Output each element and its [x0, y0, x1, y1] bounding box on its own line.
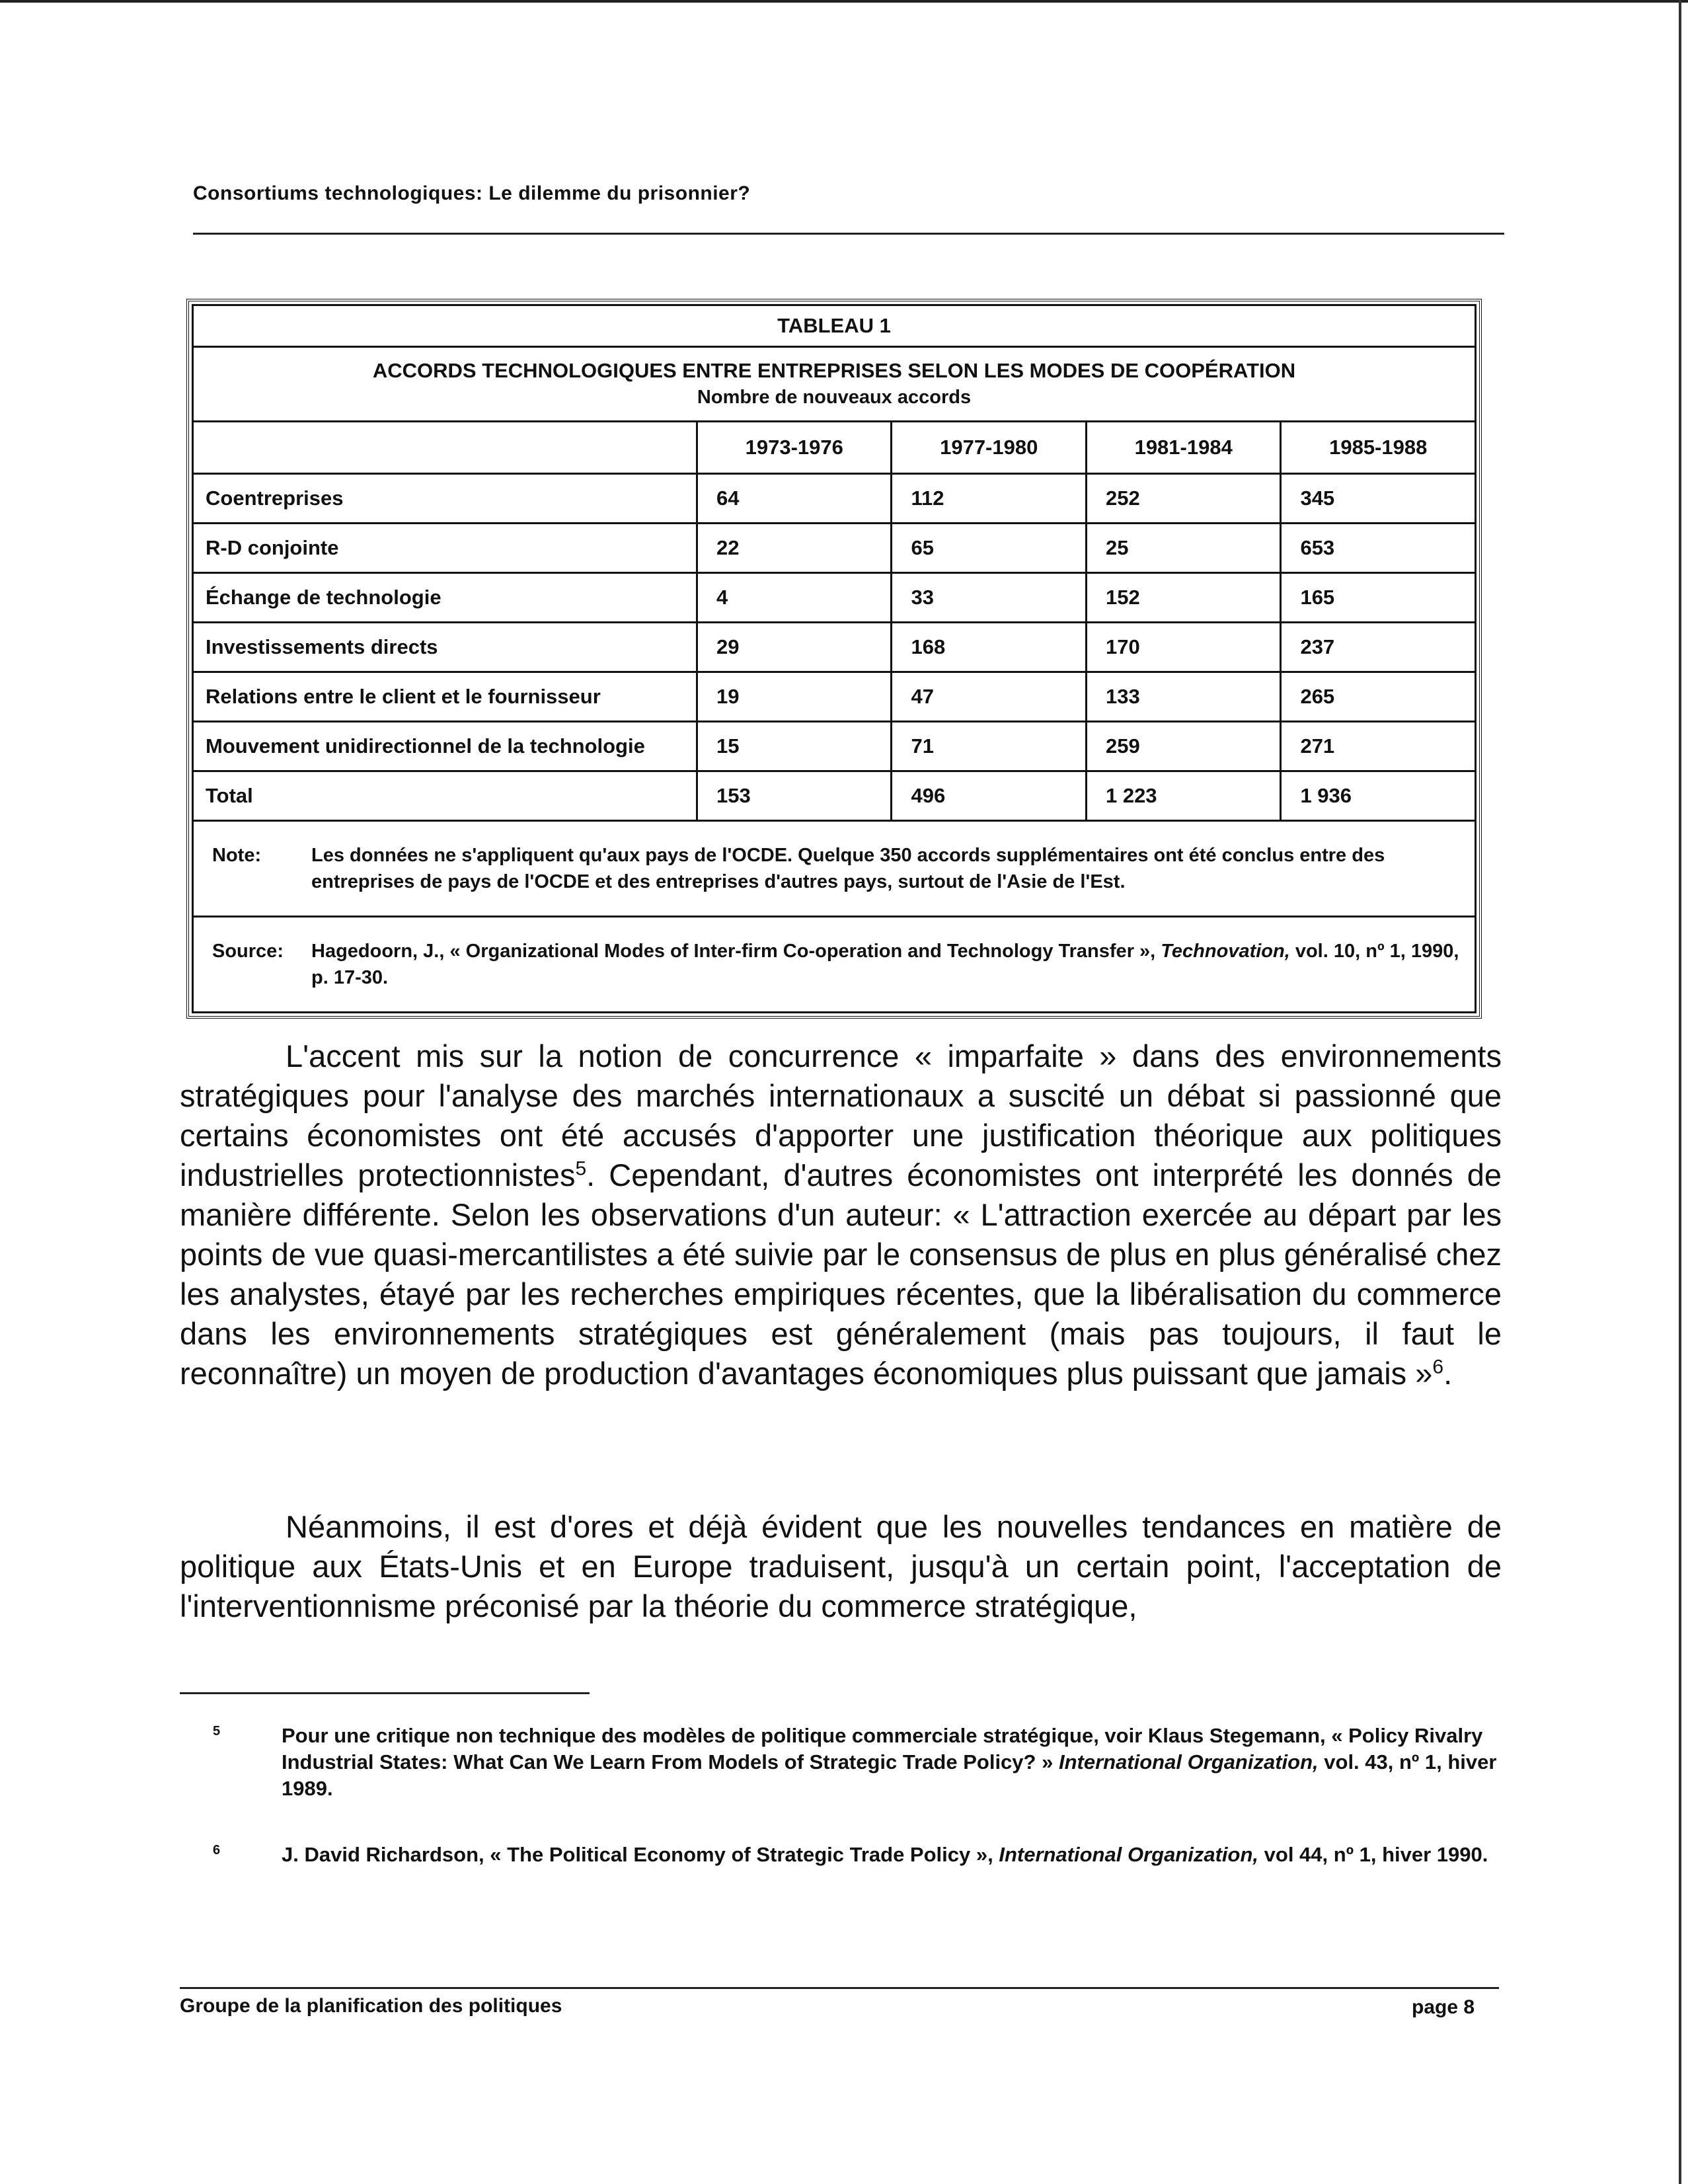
footnote-citation: Pour une critique non technique des modèles de politique commerciale stratégique, voir Klaus Stegemann, « Policy Rivalry Industrial States: What Can We Learn From Models of Strategic Trade Policy? » [282, 1724, 1483, 1774]
table-row [193, 524, 1476, 573]
footer-organization: Groupe de la planification des politiques [180, 1995, 562, 2017]
table-header-row [193, 422, 1476, 474]
data-table [192, 304, 1477, 1013]
table-cell: 152 [1086, 573, 1280, 623]
footnote-6 [213, 1842, 1502, 1868]
source-text [311, 938, 1463, 991]
header-rule [193, 233, 1504, 235]
footnote-5 [213, 1723, 1502, 1802]
footnote-ref-5: 5 [575, 1157, 587, 1180]
table-row [193, 474, 1476, 524]
table-cell: 1 223 [1086, 771, 1280, 821]
footnote-volume: vol 44, nº 1, hiver 1990. [1258, 1843, 1488, 1866]
row-label: Mouvement unidirectionnel de la technologie [193, 722, 697, 771]
paragraph-text: Néanmoins, il est d'ores et déjà évident que les nouvelles tendances en matière de politique aux États-Unis et en Europe traduisent, jusqu'à un certain point, l'acceptation de l'interventionnisme préconisé par la théorie du commerce stratégique, [180, 1509, 1502, 1623]
table-row [193, 672, 1476, 722]
table-source-cell [193, 917, 1476, 1013]
table-cell: 33 [892, 573, 1086, 623]
table-cell: 65 [892, 524, 1086, 573]
table-row [193, 573, 1476, 623]
body-paragraph-1 [180, 1036, 1502, 1393]
table-cell: 265 [1281, 672, 1476, 722]
table-cell: 345 [1281, 474, 1476, 524]
table-note-cell [193, 821, 1476, 917]
column-header: 1977-1980 [892, 422, 1086, 474]
table-note-row [193, 821, 1476, 917]
page-number: page 8 [1412, 1996, 1475, 2018]
footnote-number: 6 [213, 1843, 221, 1857]
table-cell: 4 [697, 573, 892, 623]
table-cell: 271 [1281, 722, 1476, 771]
footnote-volume: vol. 43, nº 1, hiver 1989. [282, 1750, 1497, 1800]
column-header: 1981-1984 [1086, 422, 1280, 474]
footnote-journal: International Organization, [1058, 1750, 1319, 1774]
table-caption: TABLEAU 1 [193, 305, 1476, 347]
scan-edge-mark [1679, 0, 1681, 2184]
table-cell: 170 [1086, 623, 1280, 672]
row-label: R-D conjointe [193, 524, 697, 573]
table-cell: 1 936 [1281, 771, 1476, 821]
source-citation: Hagedoorn, J., « Organizational Modes of Inter-firm Co-operation and Technology Transfer », [311, 941, 1161, 962]
table-corner-cell [193, 422, 697, 474]
column-header: 1973-1976 [697, 422, 892, 474]
table-cell: 15 [697, 722, 892, 771]
table-cell: 133 [1086, 672, 1280, 722]
table-cell: 653 [1281, 524, 1476, 573]
table-title-cell [193, 347, 1476, 422]
footer-rule [180, 1987, 1499, 1989]
footnote-number: 5 [213, 1724, 221, 1738]
table-cell: 153 [697, 771, 892, 821]
table-cell: 496 [892, 771, 1086, 821]
table-cell: 237 [1281, 623, 1476, 672]
table-cell: 25 [1086, 524, 1280, 573]
source-journal: Technovation, [1161, 941, 1290, 962]
running-header: Consortiums technologiques: Le dilemme du prisonnier? [193, 182, 751, 204]
top-edge-rule [0, 0, 1688, 3]
table-row [193, 623, 1476, 672]
table-cell: 112 [892, 474, 1086, 524]
table-subtitle: Nombre de nouveaux accords [697, 387, 972, 408]
source-volume: vol. 10, nº 1, 1990, p. 17-30. [311, 941, 1459, 988]
column-header: 1985-1988 [1281, 422, 1476, 474]
row-label: Relations entre le client et le fournisseur [193, 672, 697, 722]
table-cell: 259 [1086, 722, 1280, 771]
table-cell: 71 [892, 722, 1086, 771]
table-cell: 168 [892, 623, 1086, 672]
note-label: Note: [212, 845, 262, 866]
table-total-row [193, 771, 1476, 821]
table-source-row [193, 917, 1476, 1013]
table-cell: 252 [1086, 474, 1280, 524]
table-cell: 29 [697, 623, 892, 672]
row-label: Échange de technologie [193, 573, 697, 623]
row-label: Investissements directs [193, 623, 697, 672]
source-label: Source: [212, 941, 284, 962]
table-row [193, 722, 1476, 771]
row-label: Coentreprises [193, 474, 697, 524]
footnote-text [282, 1723, 1502, 1802]
table-cell: 47 [892, 672, 1086, 722]
table-cell: 165 [1281, 573, 1476, 623]
footnote-journal: International Organization, [999, 1843, 1259, 1866]
paragraph-text: . Cependant, d'autres économistes ont interprété les donnés de manière différente. Selon les observations d'un auteur: « L'attraction exercée au départ par les points de vue quasi-mercantilistes a été suivie par le consensus de plus en plus généralisé chez les analystes, étayé par les recherches empiriques récentes, que la libéralisation du commerce dans les environnements stratégiques est généralement (mais pas toujours, il faut le reconnaître) un moyen de production d'avantages économiques plus puissant que jamais » [180, 1157, 1502, 1391]
table-cell: 64 [697, 474, 892, 524]
footnote-citation: J. David Richardson, « The Political Economy of Strategic Trade Policy », [282, 1843, 999, 1866]
footnote-ref-6: 6 [1432, 1356, 1444, 1378]
body-paragraph-2 [180, 1507, 1502, 1626]
paragraph-text: . [1443, 1356, 1453, 1391]
note-text: Les données ne s'appliquent qu'aux pays de l'OCDE. Quelque 350 accords supplémentaires ont été conclus entre des entreprises de pays de l'OCDE et des entreprises d'autres pays, surtout de l'Asie de l'Est. [311, 845, 1385, 892]
paragraph-text: L'accent mis sur la notion de concurrence « imparfaite » dans des environnements stratégiques pour l'analyse des marchés internationaux a suscité un débat si passionné que certains économistes ont été accusés d'apporter une justification théorique aux politiques industrielles protectionnistes [180, 1038, 1502, 1192]
table-title: ACCORDS TECHNOLOGIQUES ENTRE ENTREPRISES SELON LES MODES DE COOPÉRATION [372, 359, 1296, 382]
data-table-frame [186, 299, 1482, 1019]
table-cell: 22 [697, 524, 892, 573]
row-label: Total [193, 771, 697, 821]
table-cell: 19 [697, 672, 892, 722]
footnote-text [282, 1842, 1488, 1868]
footnote-rule [180, 1692, 590, 1694]
